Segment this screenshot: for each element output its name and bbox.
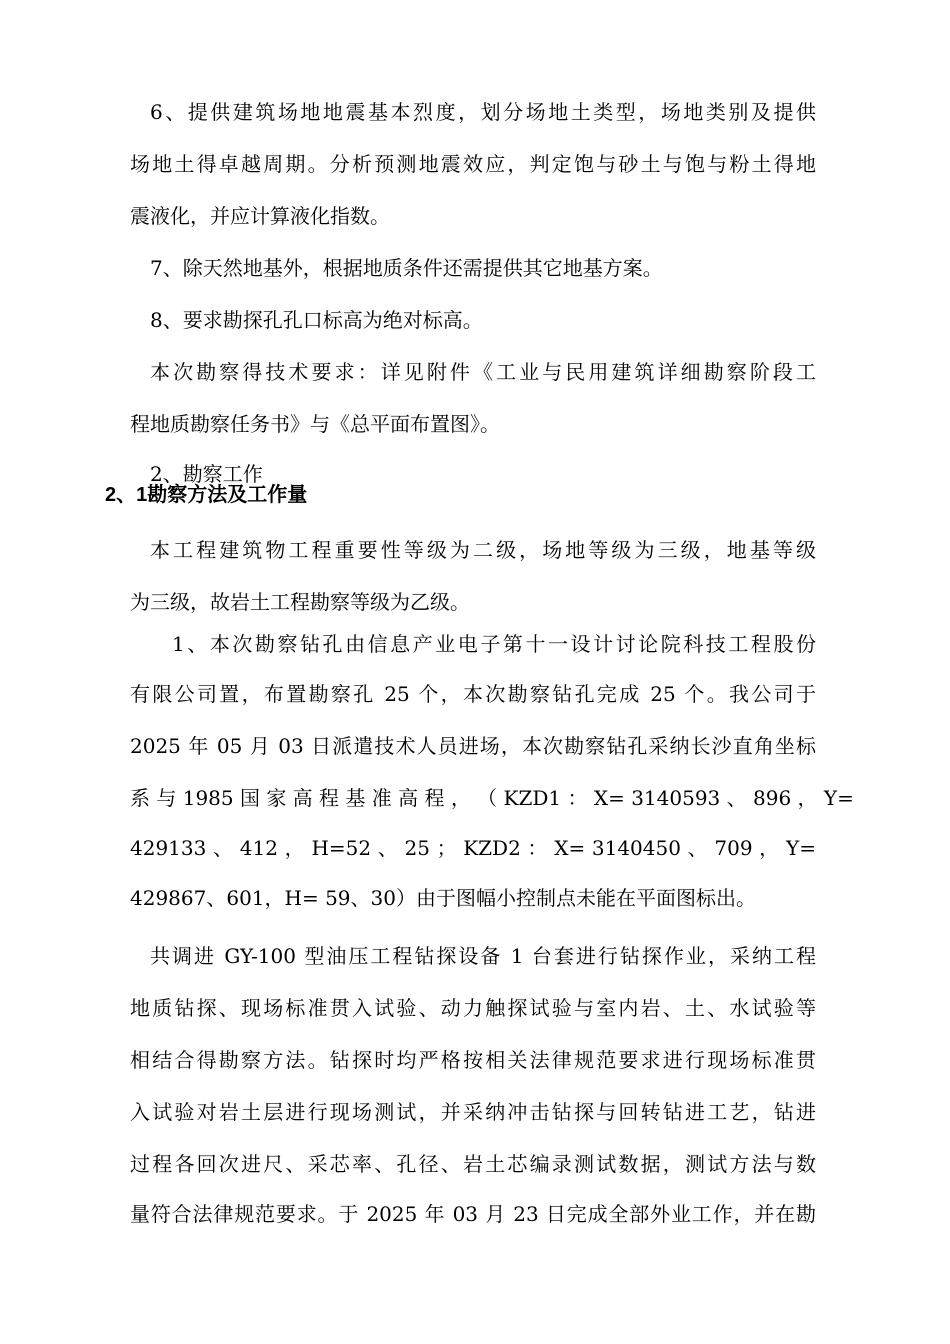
paragraph-line: 7、除天然地基外，根据地质条件还需提供其它地基方案。 — [150, 256, 663, 280]
paragraph-line: 系 与 1985 国 家 高 程 基 准 高 程 ， （ KZD1 ： X= 3140593 、 896 ， Y= — [130, 786, 854, 810]
section-heading: 2、1勘察方法及工作量 — [105, 484, 308, 506]
paragraph-line: 2、勘察工作 — [150, 462, 263, 486]
paragraph-line: 入试验对岩土层进行现场测试，并采纳冲击钻探与回转钻进工艺，钻进 — [130, 1100, 816, 1124]
paragraph-line: 有限公司置，布置勘察孔 25 个，本次勘察钻孔完成 25 个。我公司于 — [130, 682, 816, 706]
paragraph-line: 本工程建筑物工程重要性等级为二级，场地等级为三级，地基等级 — [150, 538, 816, 562]
paragraph-line: 共调进 GY-100 型油压工程钻探设备 1 台套进行钻探作业，采纳工程 — [150, 944, 816, 968]
paragraph-line: 量符合法律规范要求。于 2025 年 03 月 23 日完成全部外业工作，并在勘 — [130, 1202, 816, 1226]
paragraph-line: 过程各回次进尺、采芯率、孔径、岩土芯编录测试数据，测试方法与数 — [130, 1152, 816, 1176]
paragraph-line: 1、本次勘察钻孔由信息产业电子第十一设计讨论院科技工程股份 — [172, 632, 816, 656]
paragraph-line: 震液化，并应计算液化指数。 — [130, 204, 390, 228]
paragraph-line: 429133 、 412 ， H=52 、 25 ； KZD2 ： X= 3140450 、 709 ， Y= — [130, 836, 816, 860]
paragraph-line: 相结合得勘察方法。钻探时均严格按相关法律规范要求进行现场标准贯 — [130, 1048, 816, 1072]
paragraph-line: 2025 年 05 月 03 日派遣技术人员进场，本次勘察钻孔采纳长沙直角坐标 — [130, 734, 816, 758]
paragraph-line: 本次勘察得技术要求：详见附件《工业与民用建筑详细勘察阶段工 — [150, 360, 816, 384]
paragraph-line: 场地土得卓越周期。分析预测地震效应，判定饱与砂土与饱与粉土得地 — [130, 152, 816, 176]
paragraph-line: 地质钻探、现场标准贯入试验、动力触探试验与室内岩、土、水试验等 — [130, 996, 816, 1020]
paragraph-line: 8、要求勘探孔孔口标高为绝对标高。 — [150, 308, 483, 332]
paragraph-line: 6、提供建筑场地地震基本烈度，划分场地土类型，场地类别及提供 — [150, 100, 816, 124]
paragraph-line: 为三级，故岩土工程勘察等级为乙级。 — [130, 590, 470, 614]
paragraph-line: 程地质勘察任务书》与《总平面布置图》。 — [130, 412, 500, 436]
paragraph-line: 429867、601，H= 59、30）由于图幅小控制点未能在平面图标出。 — [130, 886, 756, 910]
